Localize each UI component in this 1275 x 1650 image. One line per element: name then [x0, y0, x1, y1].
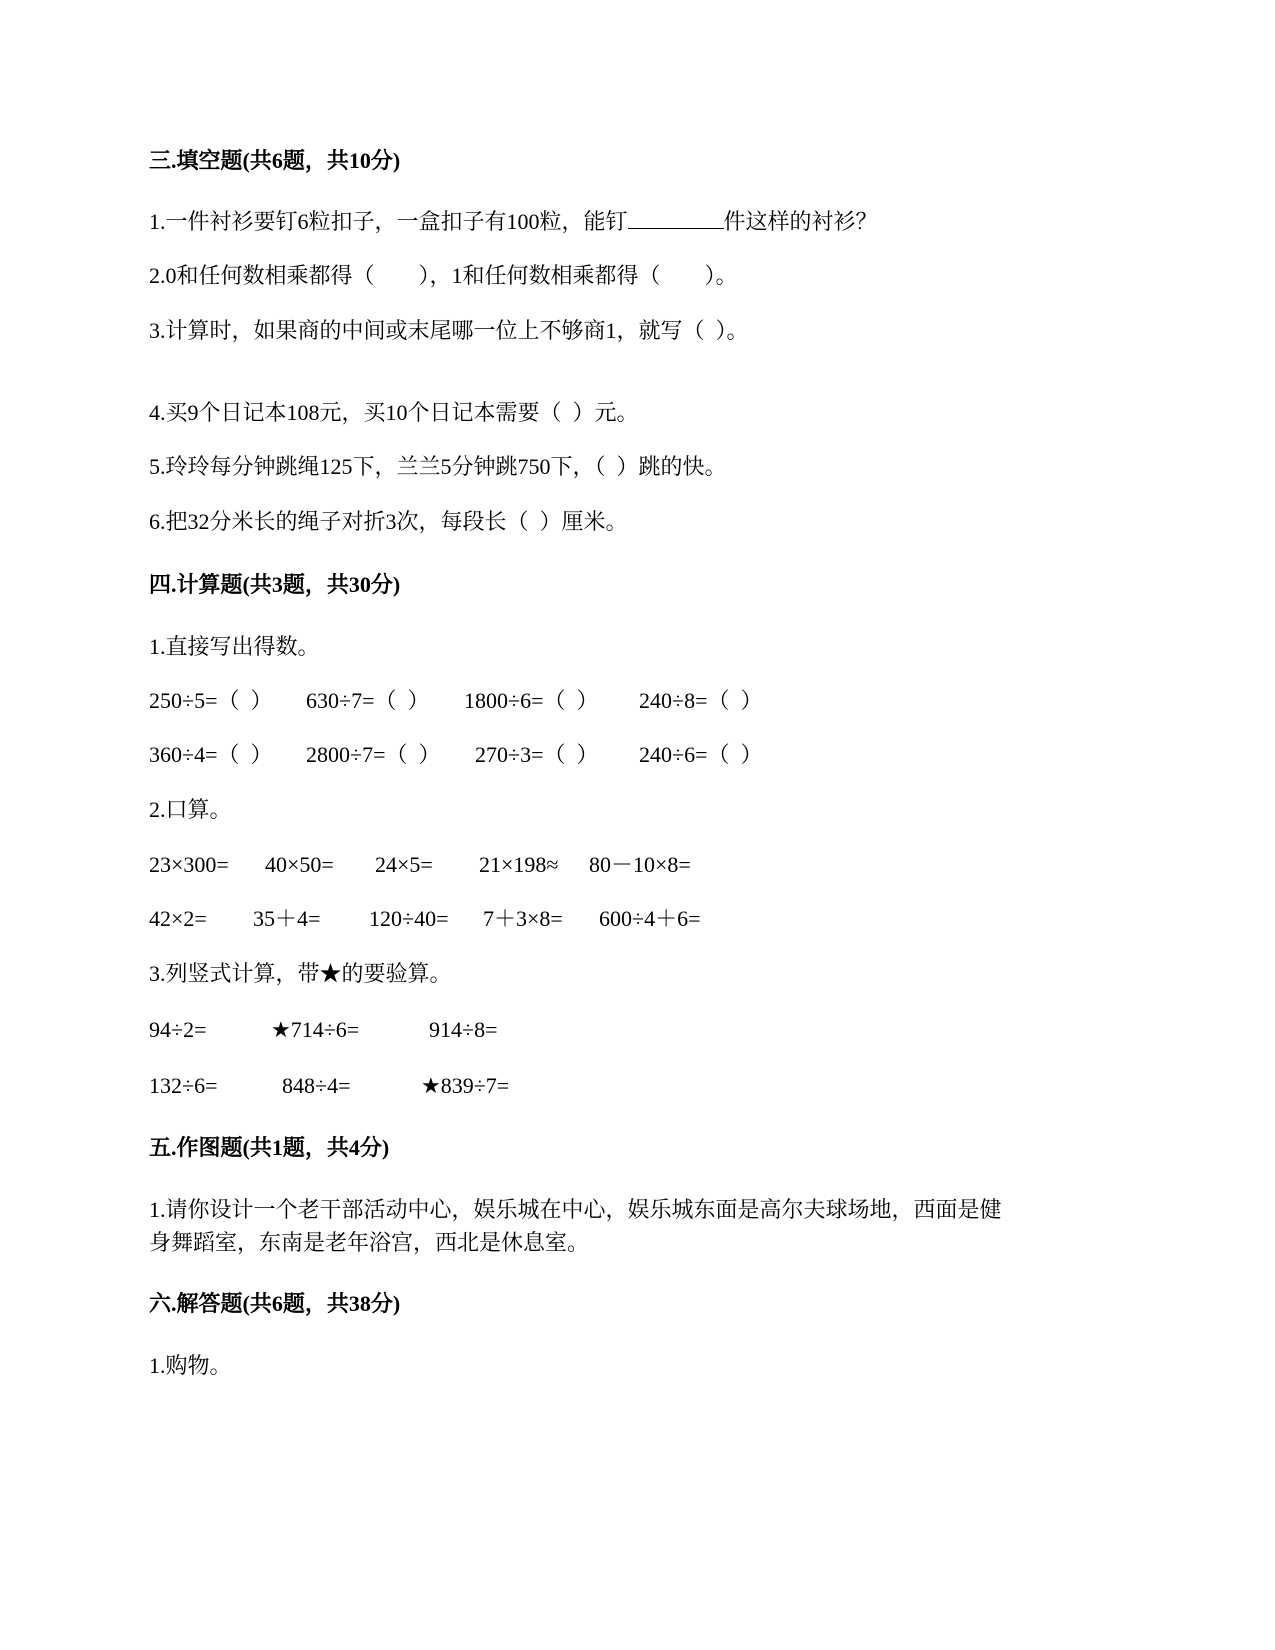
question-2: 2.口算。: [149, 797, 232, 822]
question-1: [149, 206, 878, 237]
exercise-item: 250÷5=（ ）: [149, 688, 273, 713]
exercise-item: 120÷40=: [369, 906, 449, 931]
exercise-row: [149, 740, 763, 770]
exercise-item: 914÷8=: [429, 1017, 498, 1042]
question-3: 3.计算时，如果商的中间或末尾哪一位上不够商1，就写（ ）。: [149, 318, 749, 343]
exercise-item: 23×300=: [149, 852, 229, 877]
exercise-item: 24×5=: [375, 852, 433, 877]
exercise-item: 7＋3×8=: [483, 906, 563, 931]
exercise-row: [149, 1015, 498, 1045]
exercise-item: 80－10×8=: [589, 852, 691, 877]
question-5: 5.玲玲每分钟跳绳125下，兰兰5分钟跳750下，（ ）跳的快。: [149, 454, 727, 479]
section-heading: 三.填空题(共6题，共10分): [149, 148, 401, 173]
question-4: 4.买9个日记本108元，买10个日记本需要（ ）元。: [149, 400, 639, 425]
question-1: 1.请你设计一个老干部活动中心，娱乐城在中心，娱乐城东面是高尔夫球场地，西面是健: [149, 1197, 1002, 1222]
exercise-item: 848÷4=: [282, 1073, 351, 1098]
exercise-item: 630÷7=（ ）: [306, 688, 430, 713]
exercise-item: 600÷4＋6=: [599, 906, 701, 931]
exercise-item: 21×198≈: [479, 852, 559, 877]
exercise-item: 1800÷6=（ ）: [464, 688, 599, 713]
question-text: 1.一件衬衫要钉6粒扣子，一盒扣子有100粒，能钉: [149, 209, 628, 234]
question-text: 件这样的衬衫？: [723, 209, 878, 234]
exercise-row: [149, 686, 763, 716]
exercise-item: 40×50=: [265, 852, 334, 877]
exercise-item: 240÷6=（ ）: [639, 742, 763, 767]
exercise-item: 2800÷7=（ ）: [306, 742, 441, 767]
exercise-row: [149, 1071, 510, 1101]
question-1: 1.直接写出得数。: [149, 634, 320, 659]
exercise-item: 35＋4=: [253, 906, 321, 931]
exercise-row: [149, 904, 701, 934]
exercise-item: 240÷8=（ ）: [639, 688, 763, 713]
question-2: 2.0和任何数相乘都得（ ），1和任何数相乘都得（ ）。: [149, 263, 738, 288]
question-1: 1.购物。: [149, 1353, 232, 1378]
exercise-item: ★714÷6=: [271, 1017, 360, 1042]
exercise-row: [149, 850, 691, 880]
exercise-item: 360÷4=（ ）: [149, 742, 273, 767]
exercise-item: ★839÷7=: [421, 1073, 510, 1098]
section-heading: 四.计算题(共3题，共30分): [149, 572, 401, 597]
exercise-item: 132÷6=: [149, 1073, 218, 1098]
answer-blank: [628, 206, 724, 229]
section-heading: 六.解答题(共6题，共38分): [149, 1291, 401, 1316]
question-1-continued: 身舞蹈室，东南是老年浴宫，西北是休息室。: [149, 1230, 590, 1255]
exercise-item: 94÷2=: [149, 1017, 207, 1042]
exercise-item: 42×2=: [149, 906, 207, 931]
exercise-item: 270÷3=（ ）: [475, 742, 599, 767]
question-6: 6.把32分米长的绳子对折3次，每段长（ ）厘米。: [149, 509, 628, 534]
section-heading: 五.作图题(共1题，共4分): [149, 1135, 390, 1160]
question-3: 3.列竖式计算，带★的要验算。: [149, 961, 452, 986]
